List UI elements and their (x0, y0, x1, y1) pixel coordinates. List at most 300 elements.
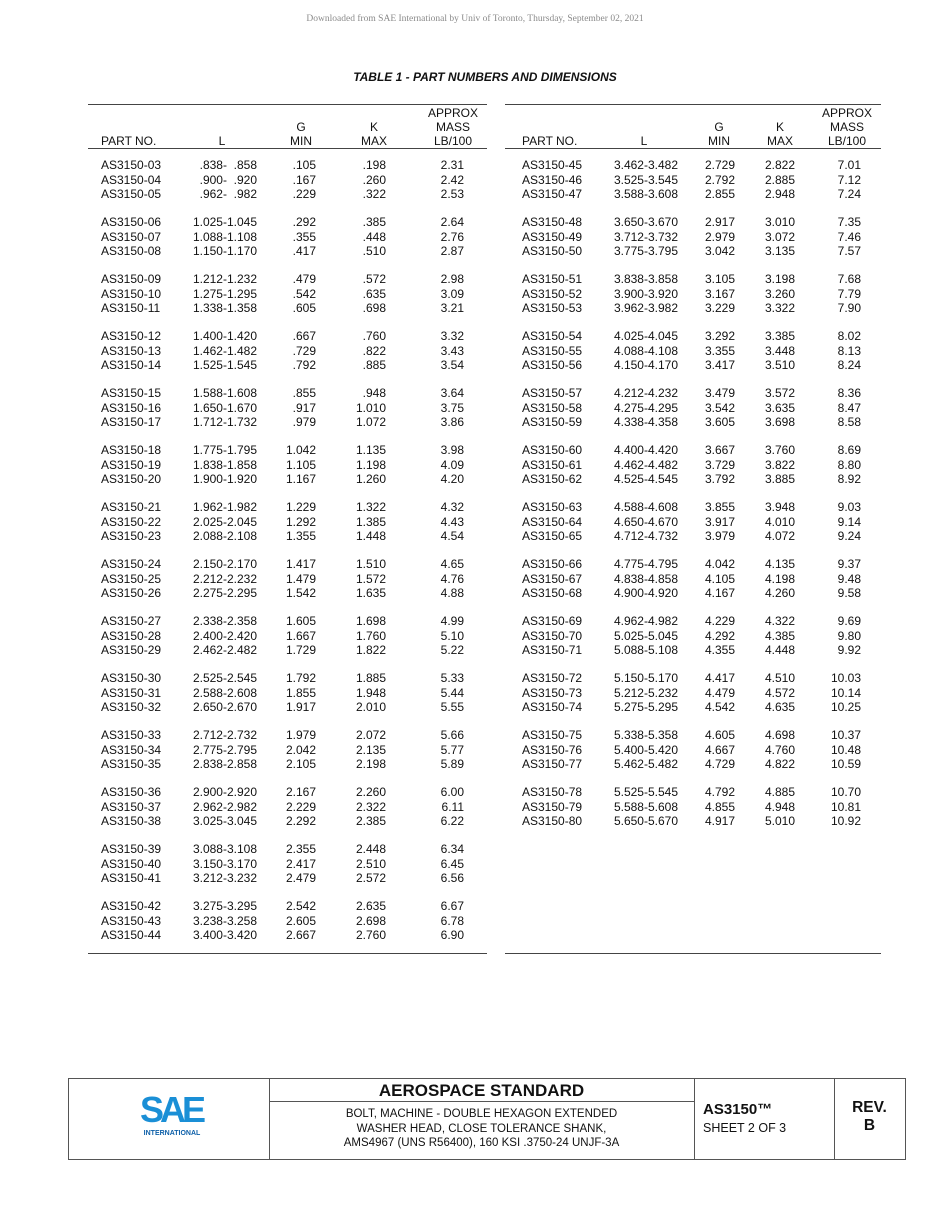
cell-l: 2.525-2.545 (192, 671, 257, 685)
cell-l: 3.588-3.608 (613, 187, 678, 201)
cell-g-min: 1.729 (285, 643, 316, 657)
cell-mass: 6.78 (440, 913, 464, 928)
cell-g-min: 3.229 (704, 301, 735, 315)
cell-g-min: 1.667 (285, 628, 316, 643)
cell-part-no: AS3150-07 (101, 229, 162, 244)
cell-part-no: AS3150-44 (101, 928, 162, 942)
cell-mass: 6.56 (440, 871, 464, 885)
cell-k-max: 1.510 (355, 557, 386, 571)
header-l: L (218, 134, 226, 148)
cell-mass: 5.55 (440, 700, 464, 714)
cell-mass: 3.21 (440, 301, 464, 315)
cell-k-max: .510 (362, 244, 386, 258)
cell-l: 2.650-2.670 (192, 700, 257, 714)
cell-k-max: 2.885 (764, 172, 795, 187)
cell-l: 3.712-3.732 (613, 229, 678, 244)
cell-part-no: AS3150-71 (522, 643, 583, 657)
cell-g-min: 2.917 (704, 215, 735, 229)
cell-mass: 7.68 (837, 272, 861, 286)
cell-mass: 9.80 (837, 628, 861, 643)
cell-k-max: 1.322 (355, 500, 386, 514)
cell-part-no: AS3150-70 (522, 628, 583, 643)
cell-g-min: .605 (292, 301, 316, 315)
cell-mass: 3.86 (440, 415, 464, 429)
cell-part-no: AS3150-69 (522, 614, 583, 628)
cell-l: 4.900-4.920 (613, 586, 678, 600)
cell-mass: 2.87 (440, 244, 464, 258)
cell-l: 4.775-4.795 (613, 557, 678, 571)
cell-part-no: AS3150-05 (101, 187, 162, 201)
cell-g-min: .229 (292, 187, 316, 201)
cell-k-max: 1.072 (355, 415, 386, 429)
cell-l: 1.900-1.920 (192, 472, 257, 486)
cell-k-max: 1.448 (355, 529, 386, 543)
cell-k-max: .260 (362, 172, 386, 187)
cell-l: 1.712-1.732 (192, 415, 257, 429)
cell-g-min: .979 (292, 415, 316, 429)
cell-mass: 6.90 (440, 928, 464, 942)
table-top-rule (505, 104, 881, 105)
header-k: K (775, 120, 784, 134)
cell-mass: 8.47 (837, 400, 861, 415)
cell-l: 5.212-5.232 (613, 685, 678, 700)
cell-k-max: 1.198 (355, 457, 386, 472)
cell-l: 3.212-3.232 (192, 871, 257, 885)
cell-g-min: 4.417 (704, 671, 735, 685)
cell-l: 1.775-1.795 (192, 443, 257, 457)
divider (269, 1101, 694, 1102)
cell-k-max: 3.572 (764, 386, 795, 400)
cell-k-max: 2.635 (355, 899, 386, 913)
cell-l: 1.588-1.608 (192, 386, 257, 400)
cell-k-max: 2.010 (355, 700, 386, 714)
cell-l: 4.400-4.420 (613, 443, 678, 457)
cell-l: 2.400-2.420 (192, 628, 257, 643)
cell-g-min: 2.355 (285, 842, 316, 856)
cell-k-max: 3.198 (764, 272, 795, 286)
cell-mass: 8.24 (837, 358, 861, 372)
cell-k-max: 4.635 (764, 700, 795, 714)
cell-g-min: 3.042 (704, 244, 735, 258)
cell-l: 4.150-4.170 (613, 358, 678, 372)
cell-part-no: AS3150-38 (101, 814, 162, 828)
cell-l: 5.525-5.545 (613, 785, 678, 799)
cell-g-min: .292 (292, 215, 316, 229)
sheet-number: SHEET 2 OF 3 (703, 1121, 787, 1135)
cell-l: 3.962-3.982 (613, 301, 678, 315)
cell-part-no: AS3150-04 (101, 172, 162, 187)
cell-mass: 9.92 (837, 643, 861, 657)
cell-part-no: AS3150-42 (101, 899, 162, 913)
cell-g-min: 4.542 (704, 700, 735, 714)
cell-k-max: 3.135 (764, 244, 795, 258)
rev-value: B (863, 1117, 876, 1134)
cell-k-max: 1.948 (355, 685, 386, 700)
cell-k-max: 4.322 (764, 614, 795, 628)
cell-k-max: 3.010 (764, 215, 795, 229)
cell-g-min: 4.292 (704, 628, 735, 643)
cell-mass: 5.22 (440, 643, 464, 657)
cell-g-min: 4.855 (704, 799, 735, 814)
cell-mass: 4.43 (440, 514, 464, 529)
cell-mass: 4.76 (440, 571, 464, 586)
header-mass-1: APPROX (427, 106, 478, 120)
cell-k-max: 3.260 (764, 286, 795, 301)
cell-l: 3.238-3.258 (192, 913, 257, 928)
cell-mass: 10.25 (830, 700, 861, 714)
cell-mass: 7.35 (837, 215, 861, 229)
cell-l: 3.525-3.545 (613, 172, 678, 187)
cell-k-max: 4.948 (764, 799, 795, 814)
cell-g-min: 3.605 (704, 415, 735, 429)
cell-k-max: 3.698 (764, 415, 795, 429)
cell-mass: 9.58 (837, 586, 861, 600)
cell-k-max: 4.885 (764, 785, 795, 799)
cell-mass: 9.14 (837, 514, 861, 529)
cell-k-max: .822 (362, 343, 386, 358)
cell-l: 5.338-5.358 (613, 728, 678, 742)
cell-k-max: 2.072 (355, 728, 386, 742)
cell-k-max: 4.198 (764, 571, 795, 586)
cell-k-max: 3.322 (764, 301, 795, 315)
standard-heading: AEROSPACE STANDARD (378, 1081, 585, 1100)
cell-g-min: 2.542 (285, 899, 316, 913)
cell-k-max: 4.135 (764, 557, 795, 571)
cell-k-max: 4.572 (764, 685, 795, 700)
cell-part-no: AS3150-74 (522, 700, 583, 714)
cell-part-no: AS3150-11 (101, 301, 161, 315)
cell-part-no: AS3150-19 (101, 457, 162, 472)
cell-g-min: .729 (292, 343, 316, 358)
cell-part-no: AS3150-53 (522, 301, 583, 315)
cell-l: .962- .982 (199, 187, 257, 201)
header-k-max: MAX (766, 134, 793, 148)
cell-part-no: AS3150-08 (101, 244, 162, 258)
cell-g-min: 2.667 (285, 928, 316, 942)
cell-k-max: 2.510 (355, 856, 386, 871)
cell-part-no: AS3150-50 (522, 244, 583, 258)
cell-k-max: .948 (362, 386, 386, 400)
cell-l: 1.462-1.482 (192, 343, 257, 358)
cell-part-no: AS3150-31 (101, 685, 162, 700)
header-part-no: PART NO. (101, 134, 157, 148)
cell-k-max: 4.760 (764, 742, 795, 757)
cell-l: 2.025-2.045 (192, 514, 257, 529)
cell-k-max: .385 (362, 215, 386, 229)
cell-mass: 8.80 (837, 457, 861, 472)
cell-part-no: AS3150-10 (101, 286, 162, 301)
cell-part-no: AS3150-60 (522, 443, 583, 457)
cell-l: 2.900-2.920 (192, 785, 257, 799)
cell-part-no: AS3150-75 (522, 728, 583, 742)
cell-part-no: AS3150-59 (522, 415, 583, 429)
cell-g-min: 3.417 (704, 358, 735, 372)
cell-part-no: AS3150-56 (522, 358, 583, 372)
cell-mass: 7.46 (837, 229, 861, 244)
cell-l: 2.150-2.170 (192, 557, 257, 571)
cell-part-no: AS3150-73 (522, 685, 583, 700)
cell-k-max: 3.760 (764, 443, 795, 457)
cell-l: 5.588-5.608 (613, 799, 678, 814)
cell-l: 3.775-3.795 (613, 244, 678, 258)
cell-mass: 4.65 (440, 557, 464, 571)
cell-g-min: .105 (292, 158, 316, 172)
cell-part-no: AS3150-40 (101, 856, 162, 871)
doc-number: AS3150™ (703, 1101, 773, 1118)
cell-k-max: 1.572 (355, 571, 386, 586)
cell-g-min: 2.792 (704, 172, 735, 187)
cell-g-min: .917 (292, 400, 316, 415)
cell-part-no: AS3150-15 (101, 386, 162, 400)
cell-k-max: 3.448 (764, 343, 795, 358)
cell-mass: 3.32 (440, 329, 464, 343)
cell-mass: 5.89 (440, 757, 464, 771)
cell-part-no: AS3150-36 (101, 785, 162, 799)
cell-l: 2.088-2.108 (192, 529, 257, 543)
cell-g-min: 4.605 (704, 728, 735, 742)
cell-part-no: AS3150-67 (522, 571, 583, 586)
download-notice: Downloaded from SAE International by Univ of Toronto, Thursday, September 02, 2021 (306, 14, 644, 24)
cell-part-no: AS3150-16 (101, 400, 162, 415)
cell-g-min: 3.667 (704, 443, 735, 457)
cell-l: 5.650-5.670 (613, 814, 678, 828)
cell-mass: 2.53 (440, 187, 464, 201)
cell-part-no: AS3150-12 (101, 329, 162, 343)
cell-mass: 8.36 (837, 386, 861, 400)
cell-part-no: AS3150-61 (522, 457, 583, 472)
cell-mass: 10.03 (830, 671, 861, 685)
cell-part-no: AS3150-03 (101, 158, 162, 172)
cell-part-no: AS3150-58 (522, 400, 583, 415)
cell-g-min: 2.229 (285, 799, 316, 814)
cell-g-min: 2.167 (285, 785, 316, 799)
cell-k-max: 4.510 (764, 671, 795, 685)
cell-g-min: 3.167 (704, 286, 735, 301)
cell-g-min: .355 (292, 229, 316, 244)
cell-g-min: 4.042 (704, 557, 735, 571)
cell-l: 1.525-1.545 (192, 358, 257, 372)
cell-l: 3.462-3.482 (613, 158, 678, 172)
cell-l: .838- .858 (199, 158, 257, 172)
cell-l: 3.150-3.170 (192, 856, 257, 871)
cell-g-min: 3.917 (704, 514, 735, 529)
cell-k-max: 2.260 (355, 785, 386, 799)
cell-mass: 4.09 (440, 457, 464, 472)
table-bottom-rule (505, 953, 881, 954)
cell-k-max: 2.322 (355, 799, 386, 814)
cell-l: 3.088-3.108 (192, 842, 257, 856)
cell-g-min: 4.729 (704, 757, 735, 771)
cell-mass: 2.64 (440, 215, 464, 229)
cell-mass: 9.03 (837, 500, 861, 514)
cell-part-no: AS3150-48 (522, 215, 583, 229)
cell-mass: 5.66 (440, 728, 464, 742)
cell-l: 4.462-4.482 (613, 457, 678, 472)
cell-g-min: 4.105 (704, 571, 735, 586)
cell-l: 4.025-4.045 (613, 329, 678, 343)
header-k: K (369, 120, 378, 134)
cell-k-max: 3.885 (764, 472, 795, 486)
header-k-max: MAX (360, 134, 387, 148)
cell-mass: 3.75 (440, 400, 464, 415)
cell-g-min: 2.729 (704, 158, 735, 172)
cell-l: 2.275-2.295 (192, 586, 257, 600)
cell-mass: 10.81 (830, 799, 861, 814)
cell-part-no: AS3150-37 (101, 799, 162, 814)
cell-l: 1.962-1.982 (192, 500, 257, 514)
cell-k-max: 1.135 (355, 443, 386, 457)
cell-g-min: .417 (292, 244, 316, 258)
header-mass-2: MASS (435, 120, 470, 134)
cell-mass: 7.79 (837, 286, 861, 301)
cell-mass: 4.54 (440, 529, 464, 543)
cell-part-no: AS3150-33 (101, 728, 162, 742)
header-g: G (714, 120, 724, 134)
cell-mass: 5.33 (440, 671, 464, 685)
cell-mass: 2.98 (440, 272, 464, 286)
cell-g-min: 1.855 (285, 685, 316, 700)
logo-sub: INTERNATIONAL (143, 1130, 201, 1137)
cell-part-no: AS3150-17 (101, 415, 162, 429)
cell-part-no: AS3150-76 (522, 742, 583, 757)
cell-part-no: AS3150-49 (522, 229, 583, 244)
cell-mass: 3.09 (440, 286, 464, 301)
cell-g-min: 2.855 (704, 187, 735, 201)
cell-mass: 7.57 (837, 244, 861, 258)
cell-l: 4.525-4.545 (613, 472, 678, 486)
cell-part-no: AS3150-66 (522, 557, 583, 571)
cell-l: 2.712-2.732 (192, 728, 257, 742)
cell-mass: 6.34 (440, 842, 464, 856)
cell-part-no: AS3150-46 (522, 172, 583, 187)
cell-mass: 10.59 (830, 757, 861, 771)
cell-part-no: AS3150-25 (101, 571, 162, 586)
cell-g-min: 3.479 (704, 386, 735, 400)
cell-mass: 9.24 (837, 529, 861, 543)
cell-l: 1.275-1.295 (192, 286, 257, 301)
cell-l: 2.838-2.858 (192, 757, 257, 771)
cell-k-max: .198 (362, 158, 386, 172)
cell-g-min: 3.729 (704, 457, 735, 472)
cell-part-no: AS3150-77 (522, 757, 583, 771)
cell-g-min: .667 (292, 329, 316, 343)
cell-l: 3.838-3.858 (613, 272, 678, 286)
title-block (68, 1078, 906, 1160)
cell-mass: 6.00 (440, 785, 464, 799)
cell-mass: 8.69 (837, 443, 861, 457)
cell-part-no: AS3150-63 (522, 500, 583, 514)
cell-part-no: AS3150-13 (101, 343, 162, 358)
cell-g-min: 1.355 (285, 529, 316, 543)
cell-part-no: AS3150-09 (101, 272, 162, 286)
cell-mass: 6.67 (440, 899, 464, 913)
cell-part-no: AS3150-34 (101, 742, 162, 757)
cell-k-max: 3.385 (764, 329, 795, 343)
cell-k-max: 4.448 (764, 643, 795, 657)
cell-l: 3.650-3.670 (613, 215, 678, 229)
cell-g-min: .542 (292, 286, 316, 301)
cell-g-min: 2.292 (285, 814, 316, 828)
cell-k-max: 1.010 (355, 400, 386, 415)
cell-l: 1.400-1.420 (192, 329, 257, 343)
cell-mass: 3.98 (440, 443, 464, 457)
header-l: L (640, 134, 648, 148)
cell-l: 1.838-1.858 (192, 457, 257, 472)
cell-l: 1.150-1.170 (192, 244, 257, 258)
header-rule (505, 148, 881, 149)
cell-l: 1.025-1.045 (192, 215, 257, 229)
cell-k-max: 2.135 (355, 742, 386, 757)
cell-mass: 4.99 (440, 614, 464, 628)
cell-l: 2.212-2.232 (192, 571, 257, 586)
cell-part-no: AS3150-21 (101, 500, 162, 514)
cell-k-max: 1.635 (355, 586, 386, 600)
cell-l: 4.712-4.732 (613, 529, 678, 543)
header-g-min: MIN (708, 134, 730, 148)
cell-l: 4.212-4.232 (613, 386, 678, 400)
header-part-no: PART NO. (522, 134, 578, 148)
rev-label: REV. (852, 1099, 887, 1116)
cell-l: 3.400-3.420 (192, 928, 257, 942)
header-mass-3: LB/100 (433, 134, 473, 148)
revision (834, 1099, 905, 1135)
cell-k-max: 1.698 (355, 614, 386, 628)
cell-g-min: 1.292 (285, 514, 316, 529)
cell-part-no: AS3150-79 (522, 799, 583, 814)
cell-part-no: AS3150-45 (522, 158, 583, 172)
table-title: TABLE 1 - PART NUMBERS AND DIMENSIONS (353, 70, 617, 84)
cell-l: .900- .920 (199, 172, 257, 187)
cell-mass: 7.12 (837, 172, 861, 187)
cell-k-max: .322 (362, 187, 386, 201)
cell-g-min: 4.917 (704, 814, 735, 828)
cell-k-max: 4.260 (764, 586, 795, 600)
cell-mass: 4.20 (440, 472, 464, 486)
cell-l: 3.025-3.045 (192, 814, 257, 828)
cell-k-max: 4.822 (764, 757, 795, 771)
cell-g-min: 3.979 (704, 529, 735, 543)
cell-g-min: 2.979 (704, 229, 735, 244)
cell-mass: 8.58 (837, 415, 861, 429)
cell-l: 2.775-2.795 (192, 742, 257, 757)
cell-k-max: 3.822 (764, 457, 795, 472)
cell-l: 5.150-5.170 (613, 671, 678, 685)
cell-g-min: 1.042 (285, 443, 316, 457)
cell-mass: 6.45 (440, 856, 464, 871)
table-bottom-rule (88, 953, 487, 954)
cell-g-min: 3.105 (704, 272, 735, 286)
cell-mass: 2.31 (440, 158, 464, 172)
cell-mass: 10.92 (830, 814, 861, 828)
cell-g-min: .855 (292, 386, 316, 400)
cell-part-no: AS3150-18 (101, 443, 162, 457)
cell-g-min: 3.792 (704, 472, 735, 486)
cell-k-max: .760 (362, 329, 386, 343)
cell-g-min: 2.605 (285, 913, 316, 928)
cell-k-max: .572 (362, 272, 386, 286)
sae-logo (137, 1092, 207, 1138)
cell-k-max: 5.010 (764, 814, 795, 828)
header-g: G (296, 120, 306, 134)
description-line: BOLT, MACHINE - DOUBLE HEXAGON EXTENDED (345, 1108, 618, 1120)
cell-mass: 6.22 (440, 814, 464, 828)
cell-k-max: 4.010 (764, 514, 795, 529)
cell-part-no: AS3150-65 (522, 529, 583, 543)
cell-g-min: 1.979 (285, 728, 316, 742)
cell-part-no: AS3150-26 (101, 586, 162, 600)
cell-mass: 8.02 (837, 329, 861, 343)
cell-g-min: 2.105 (285, 757, 316, 771)
